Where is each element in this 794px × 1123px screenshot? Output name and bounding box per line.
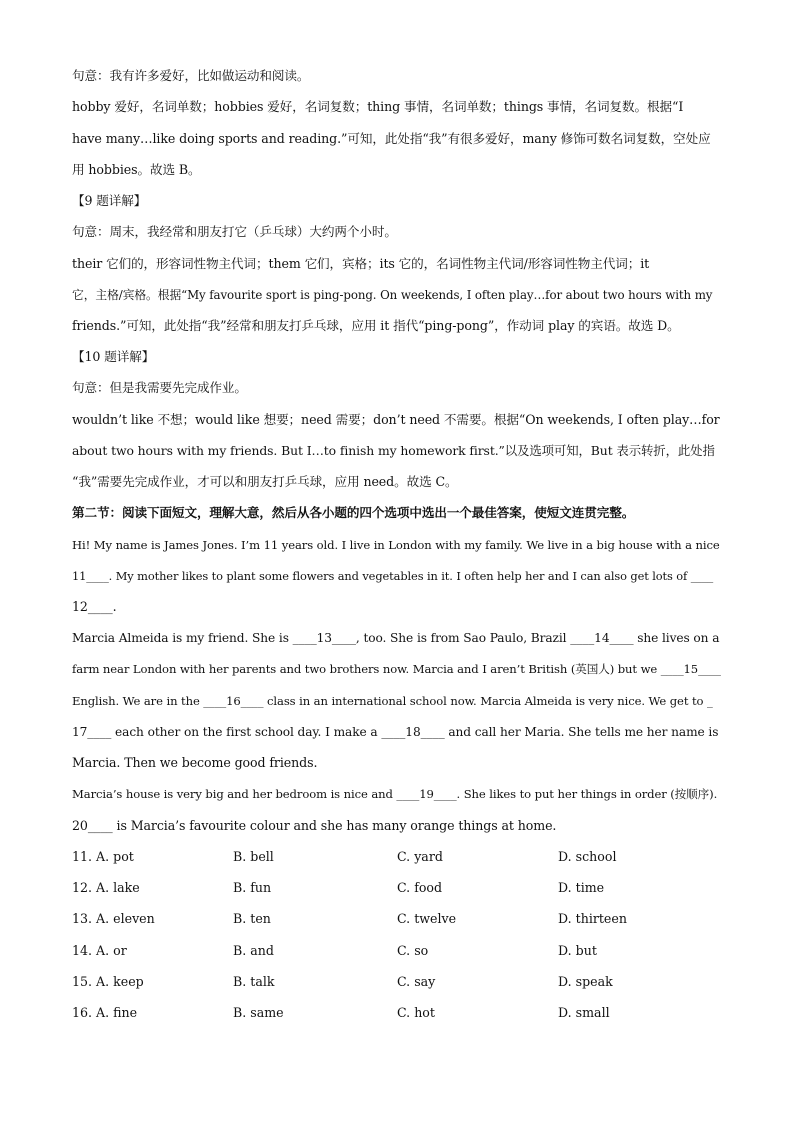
question-13-options: [72, 911, 722, 927]
passage-line-5: farm near London with her parents and two brothers now. Marcia and I aren’t British (英国人) but we ____15____: [72, 662, 721, 676]
passage-line-9: Marcia’s house is very big and her bedroom is nice and ____19____. She likes to put her things in order (按顺序).: [72, 787, 718, 801]
option-16-c: C. hot: [397, 1005, 435, 1020]
sentence-meaning-8: 句意：我有许多爱好，比如做运动和阅读。: [72, 68, 310, 83]
question-16-options: [72, 1005, 722, 1021]
option-12-a: 12. A. lake: [72, 880, 140, 895]
heading-q10: 【10 题详解】: [72, 349, 155, 364]
option-15-c: C. say: [397, 974, 436, 989]
passage-line-10: 20____ is Marcia’s favourite colour and she has many orange things at home.: [72, 818, 557, 833]
option-13-c: C. twelve: [397, 911, 457, 926]
heading-q9: 【9 题详解】: [72, 193, 147, 208]
explanation-8-line-3: 用 hobbies。故选 B。: [72, 162, 201, 177]
passage-line-7: 17____ each other on the first school day. I make a ____18____ and call her Maria. She tells me her name is: [72, 725, 719, 739]
option-16-b: B. same: [233, 1005, 284, 1020]
passage-line-6: English. We are in the ____16____ class in an international school now. Marcia Almeida is very nice. We get to _: [72, 694, 713, 708]
explanation-10-line-2: about two hours with my friends. But I…to finish my homework first.”以及选项可知，But 表示转折，此处指: [72, 443, 715, 458]
option-13-b: B. ten: [233, 911, 271, 926]
option-11-a: 11. A. pot: [72, 849, 134, 864]
option-15-b: B. talk: [233, 974, 275, 989]
option-16-d: D. small: [558, 1005, 610, 1020]
passage-line-4: Marcia Almeida is my friend. She is ____13____, too. She is from Sao Paulo, Brazil ____14____ she lives on a: [72, 631, 720, 645]
section-heading: 第二节：阅读下面短文，理解大意，然后从各小题的四个选项中选出一个最佳答案，使短文连贯完整。: [72, 505, 635, 520]
option-12-b: B. fun: [233, 880, 272, 895]
explanation-9-line-2: 它，主格/宾格。根据“My favourite sport is ping-pong. On weekends, I often play…for about two hours with my: [72, 288, 713, 302]
option-14-d: D. but: [558, 943, 597, 958]
option-12-c: C. food: [397, 880, 443, 895]
explanation-9-line-1: their 它们的，形容词性物主代词；them 它们，宾格；its 它的，名词性物主代词/形容词性物主代词；it: [72, 256, 650, 271]
option-15-d: D. speak: [558, 974, 613, 989]
passage-line-3: 12____.: [72, 599, 117, 614]
explanation-8-line-1: hobby 爱好，名词单数；hobbies 爱好，名词复数；thing 事情，名词单数；things 事情，名词复数。根据“I: [72, 99, 684, 114]
option-15-a: 15. A. keep: [72, 974, 144, 989]
explanation-8-line-2: have many…like doing sports and reading.”可知，此处指“我”有很多爱好，many 修饰可数名词复数，空处应: [72, 131, 711, 146]
option-14-c: C. so: [397, 943, 429, 958]
option-16-a: 16. A. fine: [72, 1005, 138, 1020]
option-13-d: D. thirteen: [558, 911, 627, 926]
option-13-a: 13. A. eleven: [72, 911, 155, 926]
option-11-d: D. school: [558, 849, 617, 864]
passage-line-1: Hi! My name is James Jones. I’m 11 years old. I live in London with my family. We live in a big house with a nice: [72, 538, 720, 552]
option-12-d: D. time: [558, 880, 605, 895]
explanation-10-line-1: wouldn’t like 不想；would like 想要；need 需要；don’t need 不需要。根据“On weekends, I often play…for: [72, 412, 720, 427]
sentence-meaning-10: 句意：但是我需要先完成作业。: [72, 380, 247, 395]
option-11-c: C. yard: [397, 849, 443, 864]
question-12-options: [72, 880, 722, 896]
option-14-b: B. and: [233, 943, 274, 958]
explanation-10-line-3: “我”需要先完成作业，才可以和朋友打乒乓球，应用 need。故选 C。: [72, 474, 458, 489]
explanation-9-line-3: friends.”可知，此处指“我”经常和朋友打乒乓球，应用 it 指代“ping-pong”，作动词 play 的宾语。故选 D。: [72, 318, 680, 333]
passage-line-2: 11____. My mother likes to plant some flowers and vegetables in it. I often help her and I can also get lots of ____: [72, 569, 714, 583]
sentence-meaning-9: 句意：周末，我经常和朋友打它（乒乓球）大约两个小时。: [72, 224, 397, 239]
question-15-options: [72, 974, 722, 990]
option-11-b: B. bell: [233, 849, 274, 864]
question-14-options: [72, 943, 722, 959]
question-11-options: [72, 849, 722, 865]
option-14-a: 14. A. or: [72, 943, 127, 958]
passage-line-8: Marcia. Then we become good friends.: [72, 755, 318, 770]
